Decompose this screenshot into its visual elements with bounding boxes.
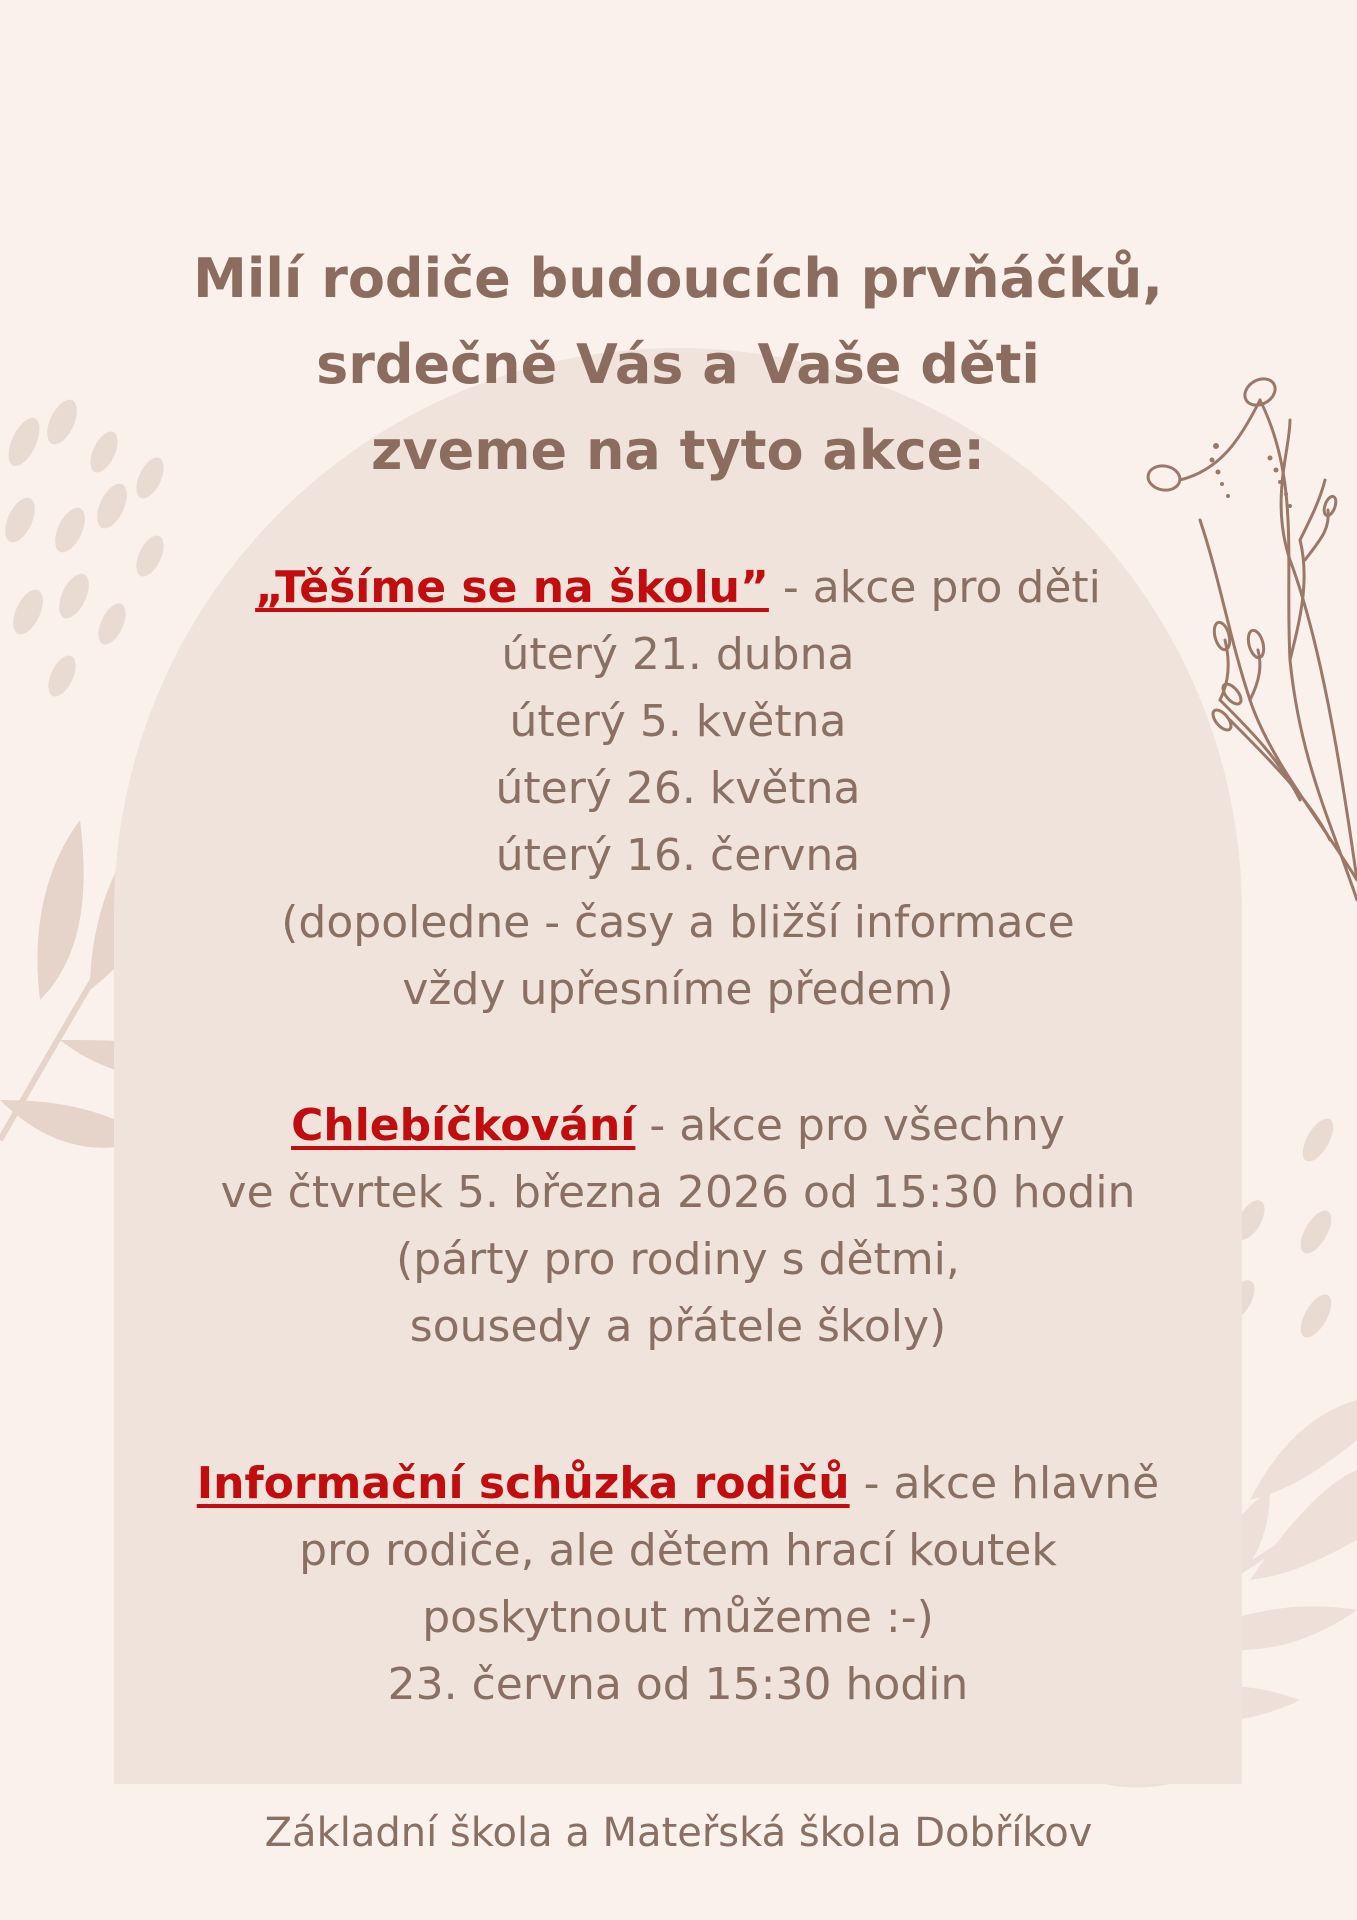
event-title-line [114,554,1242,621]
event-date-line: 23. června od 15:30 hodin [387,1659,969,1710]
event-title-line [114,1092,1242,1159]
event-note-line: (párty pro rodiny s dětmi, [396,1234,960,1285]
event-title-line [114,1450,1242,1517]
event-note-line: sousedy a přátele školy) [409,1301,947,1352]
event-date-line: ve čtvrtek 5. března 2026 od 15:30 hodin [220,1167,1136,1218]
event-note-line: (dopoledne - časy a bližší informace [281,897,1075,948]
invitation-heading [114,236,1242,494]
event-note-line: vždy upřesníme předem) [402,964,954,1015]
event-note-line: poskytnout můžeme :-) [422,1592,934,1643]
event-title: „Těšíme se na školu” [255,562,769,613]
event-section [114,1450,1242,1718]
event-title: Informační schůzka rodičů [196,1458,850,1509]
event-subtitle: - akce pro všechny [635,1100,1065,1151]
event-subtitle: - akce hlavně [849,1458,1160,1509]
event-section [114,554,1242,1023]
heading-line-1: Milí rodiče budoucích prvňáčků, [193,247,1163,310]
event-date-line: úterý 21. dubna [501,629,855,680]
event-date-line: úterý 5. května [509,696,847,747]
heading-line-2: srdečně Vás a Vaše děti [316,333,1040,396]
heading-line-3: zveme na tyto akce: [371,419,985,482]
event-date-line: úterý 26. května [495,763,861,814]
event-note-line: pro rodiče, ale dětem hrací koutek [299,1525,1057,1576]
school-name-footer: Základní škola a Mateřská škola Dobříkov [264,1810,1093,1856]
event-title: Chlebíčkování [291,1100,636,1151]
event-section [114,1092,1242,1360]
event-subtitle: - akce pro děti [768,562,1101,613]
event-date-line: úterý 16. června [495,830,861,881]
